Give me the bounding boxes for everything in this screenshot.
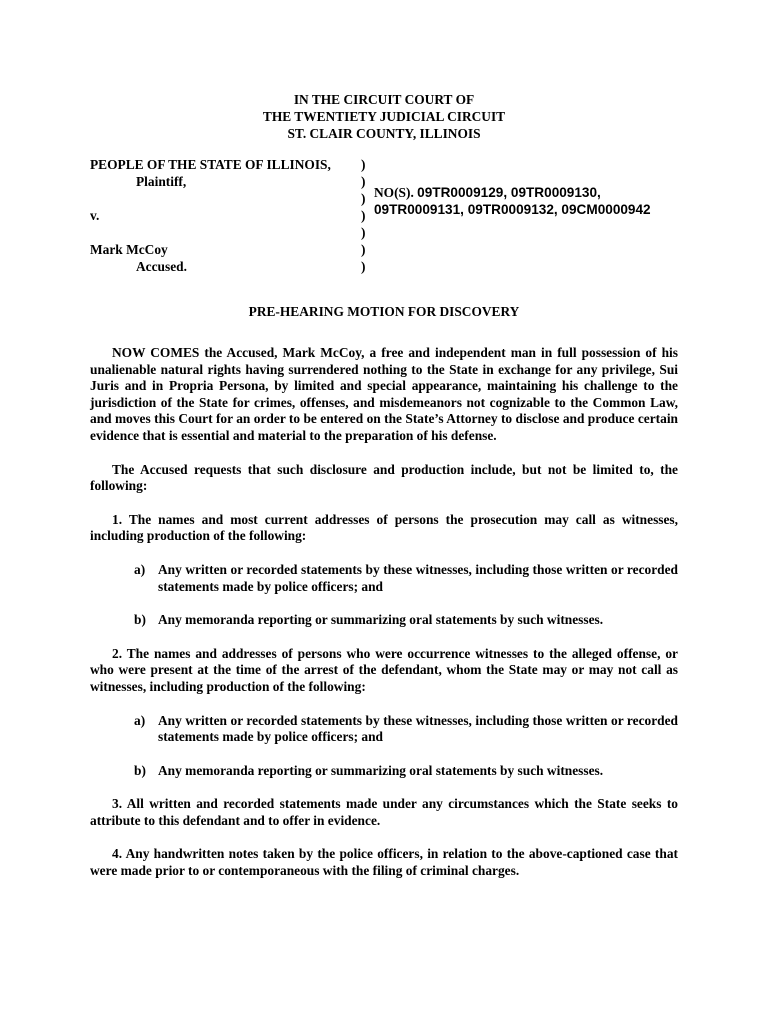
motion-title: PRE-HEARING MOTION FOR DISCOVERY [248, 304, 520, 319]
paren: ) [361, 208, 366, 223]
plaintiff-role: Plaintiff, [136, 174, 187, 189]
item-1: 1. The names and most current addresses of persons the prosecution may call as witnesses, including production of the following: [90, 511, 678, 544]
item-1-sub-b [134, 612, 678, 629]
sub-text: Any memoranda reporting or summarizing oral statements by such witnesses. [158, 762, 604, 778]
caption-blank [90, 225, 360, 242]
versus-label: v. [90, 208, 100, 223]
item-1-sub-a [134, 562, 678, 595]
paren: ) [361, 174, 366, 189]
paren: ) [361, 259, 366, 274]
case-prefix: NO(S). [374, 185, 414, 200]
sub-text: Any memoranda reporting or summarizing oral statements by such witnesses. [158, 612, 604, 628]
paren: ) [361, 191, 366, 206]
item-2: 2. The names and addresses of persons who were occurrence witnesses to the alleged offense, or who were present at the time of the arrest of the defendant, whom the State may or may not call as witnesses, including production of the following: [90, 645, 678, 694]
case-number-list-1: 09TR0009129, 09TR0009130, [417, 185, 601, 200]
sub-label: b) [134, 612, 146, 628]
sub-label: b) [134, 762, 146, 778]
case-number-list-2: 09TR0009131, 09TR0009132, 09CM0000942 [374, 202, 651, 217]
case-caption [90, 157, 710, 272]
sub-text: Any written or recorded statements by these witnesses, including those written or recorded statements made by police officers; and [158, 561, 678, 594]
court-line-3: ST. CLAIR COUNTY, ILLINOIS [287, 126, 481, 141]
sub-text: Any written or recorded statements by these witnesses, including those written or recorded statements made by police officers; and [158, 712, 678, 745]
sub-label: a) [134, 561, 146, 577]
court-line-1: IN THE CIRCUIT COURT OF [293, 92, 475, 107]
parties [90, 157, 360, 276]
court-heading [0, 92, 768, 143]
request-paragraph: The Accused requests that such disclosure and production include, but not be limited to, the following: [90, 461, 678, 494]
motion-body [90, 345, 678, 897]
item-2-sub-a [134, 713, 678, 746]
paren: ) [361, 225, 366, 240]
caption-parentheses [361, 157, 371, 276]
sub-label: a) [134, 712, 146, 728]
plaintiff-name: PEOPLE OF THE STATE OF ILLINOIS, [90, 157, 331, 172]
caption-blank [90, 191, 360, 208]
paren: ) [361, 242, 366, 257]
accused-role: Accused. [136, 259, 187, 274]
case-numbers-line-1 [374, 185, 714, 202]
item-3: 3. All written and recorded statements made under any circumstances which the State seeks to attribute to this defendant and to offer in evidence. [90, 796, 678, 828]
item-4: 4. Any handwritten notes taken by the police officers, in relation to the above-captioned case that were made prior to or contemporaneous with the filing of criminal charges. [90, 846, 678, 879]
case-numbers-line-2 [374, 202, 714, 219]
accused-name: Mark McCoy [90, 242, 168, 257]
item-2-sub-b [134, 763, 678, 780]
court-line-2: THE TWENTIETY JUDICIAL CIRCUIT [262, 109, 506, 124]
case-numbers [374, 185, 714, 219]
paren: ) [361, 157, 366, 172]
intro-paragraph: NOW COMES the Accused, Mark McCoy, a free and independent man in full possession of his unalienable natural rights having surrendered nothing to the State in exchange for any privilege, Sui Juris and in Propria Persona, by limited and special appearance, maintaining his challenge to the jurisdiction of the State for crimes, offenses, and misdemeanors not cognizable to the Common Law, and moves this Court for an order to be entered on the State’s Attorney to disclose and produce certain evidence that is essential and material to the preparation of his defense. [90, 345, 678, 443]
